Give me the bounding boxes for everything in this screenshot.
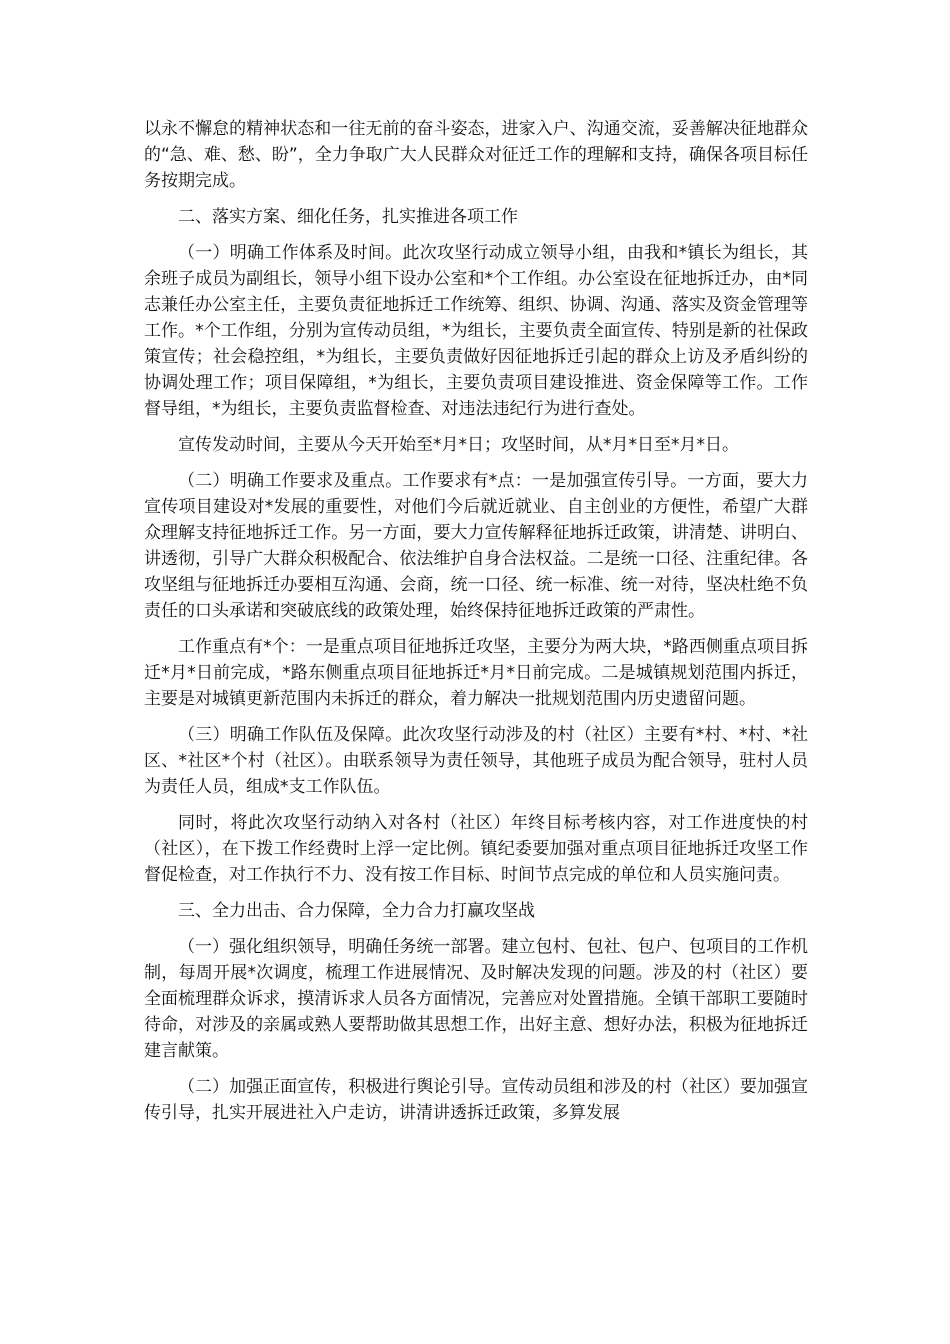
paragraph-organization: （一）强化组织领导，明确任务统一部署。建立包村、包社、包户、包项目的工作机制，每周开展*次调度，梳理工作进展情况、及时解决发现的问题。涉及的村（社区）要全面梳理群众诉求，摸清诉求人员各方面情况，完善应对处置措施。全镇干部职工要随时待命，对涉及的亲属或熟人要帮助做其思想工作，出好主意、想好办法，积极为征地拆迁建言献策。 bbox=[144, 937, 808, 1061]
paragraph-publicity: （二）加强正面宣传，积极进行舆论引导。宣传动员组和涉及的村（社区）要加强宣传引导，扎实开展进社入户走访，讲清讲透拆迁政策，多算发展 bbox=[144, 1077, 808, 1123]
section-heading-3: 三、全力出击、合力保障，全力合力打赢攻坚战 bbox=[178, 901, 535, 921]
paragraph-work-team: （三）明确工作队伍及保障。此次攻坚行动涉及的村（社区）主要有*村、*村、*社区、*社区*个村（社区）。由联系领导为责任领导，其他班子成员为配合领导，驻村人员为责任人员，组成*支工作队伍。 bbox=[144, 725, 808, 797]
paragraph-work-requirements: （二）明确工作要求及重点。工作要求有*点：一是加强宣传引导。一方面，要大力宣传项目建设对*发展的重要性，对他们今后就近就业、自主创业的方便性，希望广大群众理解支持征地拆迁工作。另一方面，要大力宣传解释征地拆迁政策，讲清楚、讲明白、讲透彻，引导广大群众积极配合、依法维护自身合法权益。二是统一口径、注重纪律。各攻坚组与征地拆迁办要相互沟通、会商，统一口径、统一标准、统一对待，坚决杜绝不负责任的口头承诺和突破底线的政策处理，始终保持征地拆迁政策的严肃性。 bbox=[144, 471, 808, 621]
section-heading-2: 二、落实方案、细化任务，扎实推进各项工作 bbox=[178, 207, 518, 227]
document-body bbox=[144, 116, 808, 1136]
paragraph-work-focus: 工作重点有*个：一是重点项目征地拆迁攻坚，主要分为两大块，*路西侧重点项目拆迁*月*日前完成，*路东侧重点项目征地拆迁*月*日前完成。二是城镇规划范围内拆迁，主要是对城镇更新范围内未拆迁的群众，着力解决一批规划范围内历史遗留问题。 bbox=[144, 637, 808, 709]
paragraph-publicity-time: 宣传发动时间，主要从今天开始至*月*日；攻坚时间，从*月*日至*月*日。 bbox=[178, 435, 739, 455]
paragraph-work-system: （一）明确工作体系及时间。此次攻坚行动成立领导小组，由我和*镇长为组长，其余班子成员为副组长，领导小组下设办公室和*个工作组。办公室设在征地拆迁办，由*同志兼任办公室主任，主要负责征地拆迁工作统筹、组织、协调、沟通、落实及资金管理等工作。*个工作组，分别为宣传动员组，*为组长，主要负责全面宣传、特别是新的社保政策宣传；社会稳控组，*为组长，主要负责做好因征地拆迁引起的群众上访及矛盾纠纷的协调处理工作；项目保障组，*为组长，主要负责项目建设推进、资金保障等工作。工作督导组，*为组长，主要负责监督检查、对违法违纪行为进行查处。 bbox=[144, 243, 808, 419]
paragraph-assessment: 同时，将此次攻坚行动纳入对各村（社区）年终目标考核内容，对工作进度快的村（社区），在下拨工作经费时上浮一定比例。镇纪委要加强对重点项目征地拆迁攻坚工作督促检查，对工作执行不力、没有按工作目标、时间节点完成的单位和人员实施问责。 bbox=[144, 813, 808, 885]
paragraph-continuation: 以永不懈怠的精神状态和一往无前的奋斗姿态，进家入户、沟通交流，妥善解决征地群众的“急、难、愁、盼”，全力争取广大人民群众对征迁工作的理解和支持，确保各项目标任务按期完成。 bbox=[144, 119, 808, 191]
